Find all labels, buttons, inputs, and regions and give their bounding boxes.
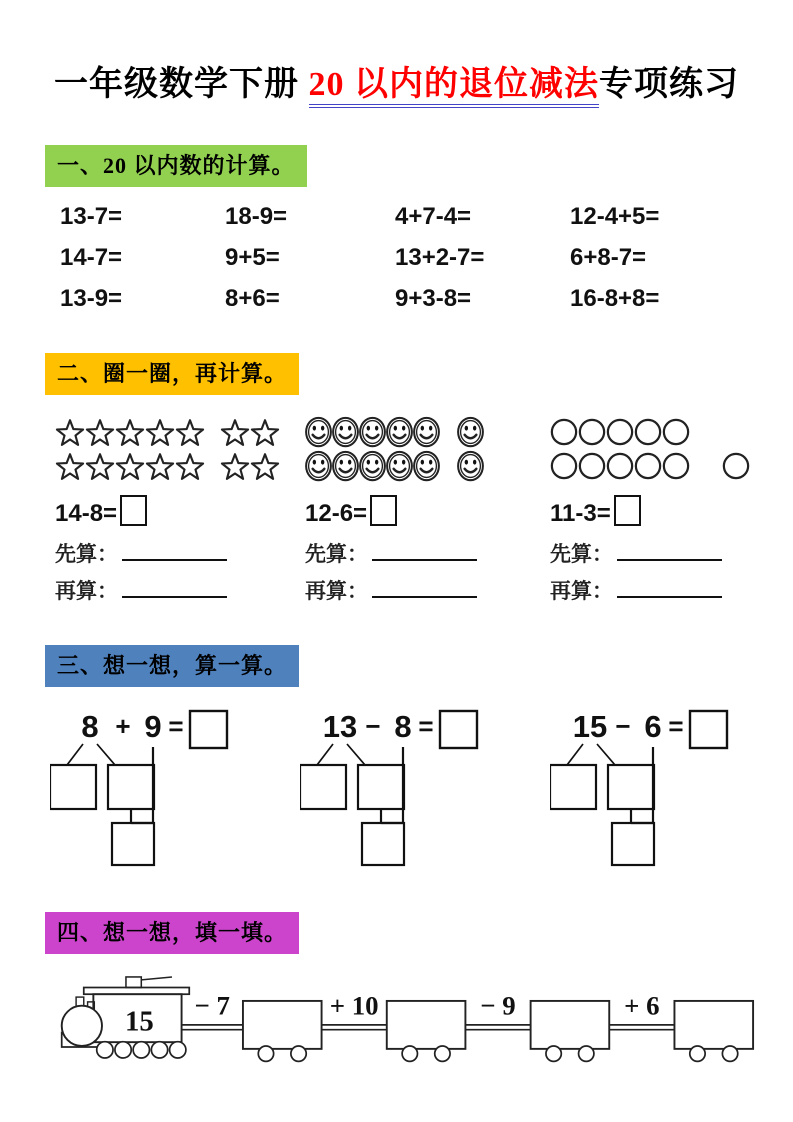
equation-text: 12-6=: [305, 500, 368, 527]
calc-problem: 13-7=: [60, 203, 123, 230]
svg-text:+: +: [115, 711, 131, 741]
step-label: 先算：: [55, 542, 118, 566]
first-calc-row: [55, 538, 305, 568]
page-title: [0, 0, 793, 105]
calc-problem: 13+2-7=: [395, 244, 485, 271]
circle-icon: [634, 451, 662, 481]
svg-text:=: =: [168, 711, 184, 741]
svg-text:8: 8: [394, 709, 412, 744]
first-calc-row: [550, 538, 773, 568]
second-calc-row: [550, 575, 773, 605]
star-icon: [250, 416, 280, 449]
star-icon: [220, 416, 250, 449]
smiley-icon: [305, 416, 332, 448]
smiley-icon: [386, 450, 413, 482]
section2-header: 二、圈一圈，再计算。: [45, 353, 299, 395]
calc-problem: 9+3-8=: [395, 285, 472, 312]
section4-header: 四、想一想，填一填。: [45, 912, 299, 954]
train-diagram: [55, 974, 793, 1076]
equation-text: 14-8=: [55, 500, 118, 527]
smiley-icon: [457, 450, 484, 482]
star-icon: [115, 416, 145, 449]
calc-problem: 8+6=: [225, 285, 280, 312]
smiley-icon: [413, 416, 440, 448]
svg-text:15: 15: [125, 1005, 154, 1038]
circle-icon: [662, 451, 690, 481]
smiley-icon: [332, 416, 359, 448]
answer-box: [120, 495, 147, 526]
number-bond-diagram: [550, 707, 778, 872]
star-icon: [55, 416, 85, 449]
second-calc-row: [55, 575, 305, 605]
first-calc-row: [305, 538, 550, 568]
svg-text:13: 13: [322, 709, 358, 744]
count-equation: [550, 495, 773, 531]
svg-text:+ 6: + 6: [624, 990, 660, 1021]
circle-icon: [578, 417, 606, 447]
answer-line: [617, 580, 722, 598]
svg-text:=: =: [418, 711, 434, 741]
circle-icon: [606, 451, 634, 481]
svg-text:15: 15: [572, 709, 608, 744]
count-group: [55, 415, 305, 605]
count-group: [550, 415, 773, 605]
smiley-icon: [332, 450, 359, 482]
count-equation: [305, 495, 550, 531]
circle-icon: [550, 451, 578, 481]
icon-row: [305, 415, 550, 449]
answer-line: [122, 580, 227, 598]
section1-header: 一、20 以内数的计算。: [45, 145, 307, 187]
icon-row: [55, 415, 305, 449]
answer-line: [372, 543, 477, 561]
star-icon: [55, 450, 85, 483]
circle-icon: [578, 451, 606, 481]
icon-row: [550, 449, 773, 483]
star-icon: [145, 416, 175, 449]
number-bond-diagram: [300, 707, 550, 872]
step-label: 再算：: [550, 579, 613, 603]
smiley-icon: [359, 450, 386, 482]
svg-text:−: −: [365, 711, 381, 741]
circle-icon: [606, 417, 634, 447]
calc-problem: 13-9=: [60, 285, 123, 312]
smiley-icon: [413, 450, 440, 482]
svg-text:− 7: − 7: [194, 990, 230, 1021]
svg-text:6: 6: [644, 709, 662, 744]
smiley-icon: [386, 416, 413, 448]
section3-header: 三、想一想，算一算。: [45, 645, 299, 687]
calc-problem: 16-8+8=: [570, 285, 660, 312]
star-icon: [85, 450, 115, 483]
answer-line: [372, 580, 477, 598]
smiley-icon: [359, 416, 386, 448]
star-icon: [115, 450, 145, 483]
title-suffix: 专项练习: [599, 66, 739, 103]
smiley-icon: [305, 450, 332, 482]
circle-icon: [722, 451, 750, 481]
title-highlight: 20 以内的退位减法: [309, 66, 600, 108]
star-icon: [220, 450, 250, 483]
step-label: 再算：: [55, 579, 118, 603]
star-icon: [175, 450, 205, 483]
star-icon: [85, 416, 115, 449]
answer-box: [614, 495, 641, 526]
svg-text:8: 8: [81, 709, 99, 744]
calc-problem: 6+8-7=: [570, 244, 647, 271]
second-calc-row: [305, 575, 550, 605]
circle-icon: [550, 417, 578, 447]
calc-problem: 9+5=: [225, 244, 280, 271]
answer-line: [122, 543, 227, 561]
number-bond-diagram: [50, 707, 300, 872]
step-label: 先算：: [550, 542, 613, 566]
calc-problem: 18-9=: [225, 203, 288, 230]
answer-box: [370, 495, 397, 526]
step-label: 先算：: [305, 542, 368, 566]
circle-count-groups: [55, 415, 773, 605]
count-group: [305, 415, 550, 605]
star-icon: [145, 450, 175, 483]
icon-row: [550, 415, 773, 449]
count-equation: [55, 495, 305, 531]
icon-row: [55, 449, 305, 483]
smiley-icon: [457, 416, 484, 448]
calc-problems-grid: [60, 203, 753, 313]
calc-problem: 12-4+5=: [570, 203, 660, 230]
star-icon: [250, 450, 280, 483]
svg-text:+ 10: + 10: [329, 990, 379, 1021]
answer-line: [617, 543, 722, 561]
circle-icon: [662, 417, 690, 447]
number-bond-row: [50, 707, 773, 872]
svg-text:− 9: − 9: [480, 990, 516, 1021]
equation-text: 11-3=: [550, 500, 611, 527]
star-icon: [175, 416, 205, 449]
svg-text:=: =: [668, 711, 684, 741]
svg-text:9: 9: [144, 709, 162, 744]
step-label: 再算：: [305, 579, 368, 603]
calc-problem: 14-7=: [60, 244, 123, 271]
icon-row: [305, 449, 550, 483]
svg-text:−: −: [615, 711, 631, 741]
circle-icon: [634, 417, 662, 447]
calc-problem: 4+7-4=: [395, 203, 472, 230]
title-prefix: 一年级数学下册: [54, 66, 309, 103]
